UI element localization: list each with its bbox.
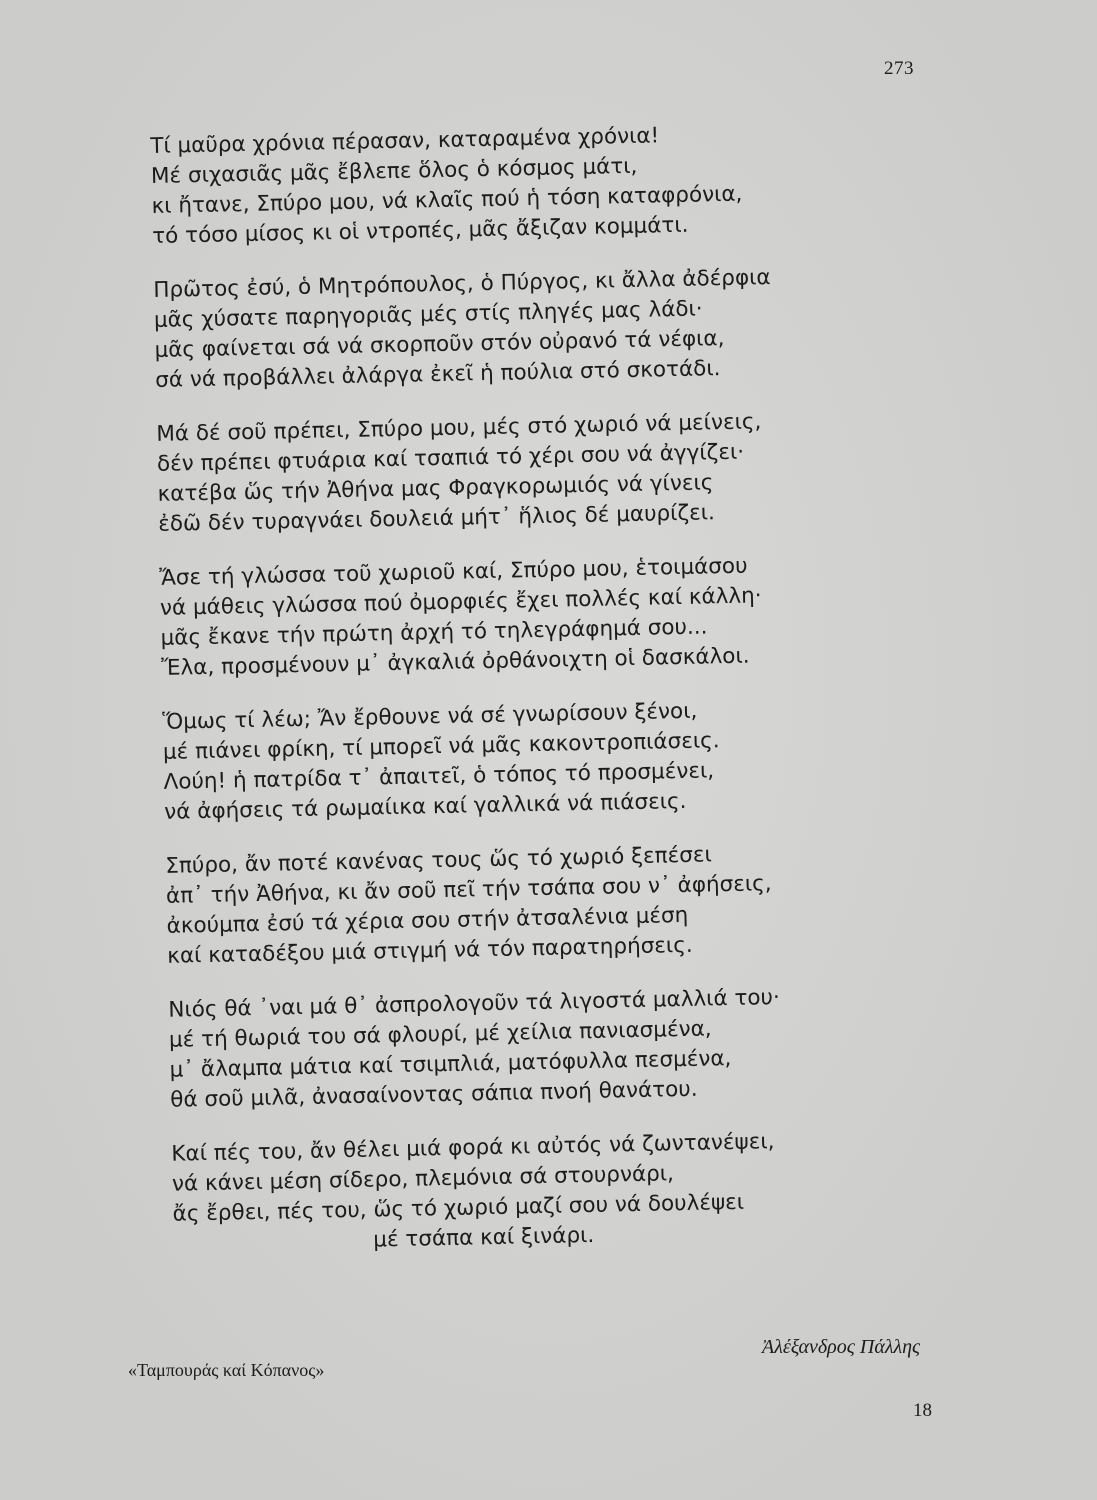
poem-line: Μά δέ σοῦ πρέπει, Σπύρο μου, μές στό χωριό νά μείνεις, (156, 409, 762, 447)
poem-line: Ὅμως τί λέω; Ἄν ἔρθουνε νά σέ γνωρίσουν ξένοι, (162, 698, 698, 735)
stanza (165, 836, 907, 971)
poem-line: μᾶς χύσατε παρηγοριᾶς μές στίς πληγές μας λάδι· (153, 296, 703, 333)
poem-line: καί καταδέξου μιά στιγμή νά τόν παρατηρήσεις. (167, 932, 693, 969)
page-number-top: 273 (884, 58, 914, 79)
poem-line: δέν πρέπει φτυάρια καί τσαπιά τό χέρι σου νά ἀγγίζει· (156, 439, 745, 477)
poem-line: μέ πιάνει φρίκη, τί μπορεῖ νά μᾶς κακοντροπιάσεις. (162, 728, 720, 765)
poem-line: μᾶς ἔκανε τήν πρώτη ἀρχή τό τηλεγράφημά σου... (160, 614, 708, 651)
source-title: «Ταμπουράς καί Κόπανος» (128, 1360, 325, 1380)
poem-line: κι ἤτανε, Σπύρο μου, νά κλαῖς πού ἡ τόση καταφρόνια, (151, 181, 743, 219)
poem-line: μᾶς φαίνεται σά νά σκορποῦν στόν οὐρανό τά νέφια, (154, 326, 725, 363)
poem-line: Μέ σιχασιᾶς μᾶς ἔβλεπε ὅλος ὁ κόσμος μάτι, (150, 153, 638, 189)
poem-line: μέ τή θωριά του σά φλουρί, μέ χείλια πανιασμένα, (168, 1016, 712, 1053)
author-signature: Ἀλέξανδρος Πάλλης (762, 1336, 921, 1358)
stanza (159, 548, 901, 683)
page-number-bottom: 18 (913, 1400, 932, 1421)
poem-line: νά μάθεις γλώσσα πού ὀμορφιές ἔχει πολλές καί κάλλη· (159, 583, 762, 621)
poem-line: σά νά προβάλλει ἀλάργα ἐκεῖ ἡ πούλια στό σκοτάδι. (154, 356, 721, 393)
poem-line: ἐδῶ δέν τυραγνάει δουλειά μήτ᾽ ἥλιος δέ μαυρίζει. (157, 500, 716, 537)
poem-line: θά σοῦ μιλᾶ, ἀνασαίνοντας σάπια πνοή θανάτου. (170, 1076, 698, 1113)
poem-line: Σπύρο, ἄν ποτέ κανένας τους ὥς τό χωριό ξεπέσει (165, 842, 713, 879)
stanza (156, 404, 898, 539)
poem-line: ἄς ἔρθει, πές του, ὥς τό χωριό μαζί σου νά δουλέψει (172, 1189, 745, 1227)
poem-line: Ἄσε τή γλώσσα τοῦ χωριοῦ καί, Σπύρο μου, ἑτοιμάσου (159, 553, 748, 591)
poem-line: Λούη! ἡ πατρίδα τ᾽ ἀπαιτεῖ, ὁ τόπος τό προσμένει, (163, 758, 715, 795)
stanza (168, 980, 910, 1115)
stanza (153, 260, 895, 395)
stanza (171, 1124, 913, 1259)
poem-line: Νιός θά ᾽ναι μά θ᾽ ἀσπρολογοῦν τά λιγοστά μαλλιά του· (168, 985, 781, 1023)
poem-line: μέ τσάπα καί ξινάρι. (372, 1222, 595, 1253)
stanza (162, 692, 904, 827)
poem-line: μ᾽ ἄλαμπα μάτια καί τσιμπλιά, ματόφυλλα πεσμένα, (169, 1046, 732, 1083)
poem-line: Τί μαῦρα χρόνια πέρασαν, καταραμένα χρόνια! (150, 123, 660, 159)
poem-line: τό τόσο μίσος κι οἱ ντροπές, μᾶς ἄξιζαν κομμάτι. (151, 212, 689, 249)
poem-line: ἀκούμπα ἐσύ τά χέρια σου στήν ἀτσαλένια μέση (166, 902, 689, 939)
poem-line: ἀπ᾽ τήν Ἀθήνα, κι ἄν σοῦ πεῖ τήν τσάπα σου ν᾽ ἀφήσεις, (165, 871, 772, 909)
poem-line: Καί πές του, ἄν θέλει μιά φορά κι αὐτός νά ζωντανέψει, (171, 1129, 775, 1167)
poem-line: κατέβα ὥς τήν Ἀθήνα μας Φραγκορωμιός νά γίνεις (157, 470, 714, 507)
poem-line: Πρῶτος ἐσύ, ὁ Μητρόπουλος, ὁ Πύργος, κι ἄλλα ἀδέρφια (153, 265, 771, 303)
stanza (150, 117, 892, 252)
poem-line: Ἔλα, προσμένουν μ᾽ ἀγκαλιά ὀρθάνοιχτη οἱ δασκάλοι. (160, 643, 750, 681)
poem-line: νά ἀφήσεις τά ρωμαίικα καί γαλλικά νά πιάσεις. (163, 788, 687, 825)
poem-line: νά κάνει μέση σίδερο, πλεμόνια σά στουρνάρι, (171, 1161, 675, 1197)
poem (150, 117, 914, 1284)
